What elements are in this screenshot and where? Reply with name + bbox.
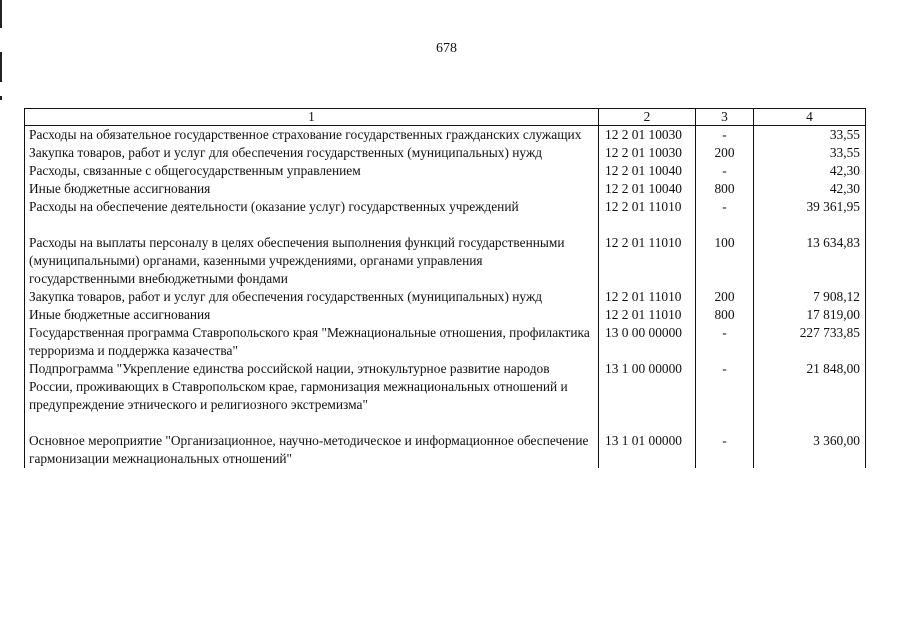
row-amount: 33,55 xyxy=(754,144,866,162)
row-amount: 39 361,95 xyxy=(754,198,866,234)
table-row xyxy=(25,432,866,468)
row-target-code: 12 2 01 11010 xyxy=(599,288,696,306)
row-name: Государственная программа Ставропольского края "Межнациональные отношения, профилактика терроризма и поддержка казачества" xyxy=(25,324,599,360)
table-header-row xyxy=(25,109,866,126)
row-target-code: 12 2 01 11010 xyxy=(599,306,696,324)
header-col-1: 1 xyxy=(25,109,599,126)
row-target-code: 12 2 01 10040 xyxy=(599,180,696,198)
row-name: Закупка товаров, работ и услуг для обеспечения государственных (муниципальных) нужд xyxy=(25,288,599,306)
budget-table xyxy=(24,108,866,468)
row-amount: 227 733,85 xyxy=(754,324,866,360)
page-number: 678 xyxy=(436,41,457,56)
row-name: Основное мероприятие "Организационное, научно-методическое и информационное обеспечение гармонизации межнациональных отношений" xyxy=(25,432,599,468)
row-name: Иные бюджетные ассигнования xyxy=(25,180,599,198)
row-amount: 42,30 xyxy=(754,180,866,198)
row-expense-type: - xyxy=(696,432,754,468)
row-expense-type: 800 xyxy=(696,306,754,324)
table-row xyxy=(25,180,866,198)
row-target-code: 12 2 01 11010 xyxy=(599,234,696,288)
row-amount: 33,55 xyxy=(754,126,866,145)
row-target-code: 13 0 00 00000 xyxy=(599,324,696,360)
row-amount: 21 848,00 xyxy=(754,360,866,432)
row-expense-type: 800 xyxy=(696,180,754,198)
table-row xyxy=(25,234,866,288)
row-name: Расходы на выплаты персоналу в целях обеспечения выполнения функций государственными (муниципальными) органами, казенными учреждениями, органами управления государственными внебюджетными фондами xyxy=(25,234,599,288)
row-name: Подпрограмма "Укрепление единства российской нации, этнокультурное развитие народов России, проживающих в Ставропольском крае, гармонизация межнациональных отношений и предупреждение этнического и религиозного экстремизма" xyxy=(25,360,599,432)
scan-edge-mark xyxy=(0,0,2,28)
scan-edge-mark xyxy=(0,96,2,100)
row-amount: 17 819,00 xyxy=(754,306,866,324)
row-expense-type: 100 xyxy=(696,234,754,288)
table-row xyxy=(25,360,866,432)
header-col-2: 2 xyxy=(599,109,696,126)
row-amount: 13 634,83 xyxy=(754,234,866,288)
row-target-code: 12 2 01 10040 xyxy=(599,162,696,180)
row-amount: 42,30 xyxy=(754,162,866,180)
table-row xyxy=(25,324,866,360)
row-name: Расходы, связанные с общегосударственным управлением xyxy=(25,162,599,180)
row-name: Иные бюджетные ассигнования xyxy=(25,306,599,324)
row-name: Закупка товаров, работ и услуг для обеспечения государственных (муниципальных) нужд xyxy=(25,144,599,162)
row-expense-type: - xyxy=(696,162,754,180)
row-target-code: 13 1 01 00000 xyxy=(599,432,696,468)
row-expense-type: 200 xyxy=(696,288,754,306)
row-amount: 3 360,00 xyxy=(754,432,866,468)
row-name: Расходы на обеспечение деятельности (оказание услуг) государственных учреждений xyxy=(25,198,599,234)
row-target-code: 12 2 01 10030 xyxy=(599,144,696,162)
row-expense-type: - xyxy=(696,126,754,145)
row-name: Расходы на обязательное государственное страхование государственных гражданских служащих xyxy=(25,126,599,145)
row-expense-type: - xyxy=(696,360,754,432)
row-expense-type: - xyxy=(696,198,754,234)
row-amount: 7 908,12 xyxy=(754,288,866,306)
table-row xyxy=(25,306,866,324)
table-row xyxy=(25,288,866,306)
row-target-code: 13 1 00 00000 xyxy=(599,360,696,432)
row-expense-type: 200 xyxy=(696,144,754,162)
row-target-code: 12 2 01 10030 xyxy=(599,126,696,145)
table-row xyxy=(25,126,866,145)
table-row xyxy=(25,198,866,234)
header-col-4: 4 xyxy=(754,109,866,126)
table-row xyxy=(25,144,866,162)
row-expense-type: - xyxy=(696,324,754,360)
table-row xyxy=(25,162,866,180)
header-col-3: 3 xyxy=(696,109,754,126)
row-target-code: 12 2 01 11010 xyxy=(599,198,696,234)
